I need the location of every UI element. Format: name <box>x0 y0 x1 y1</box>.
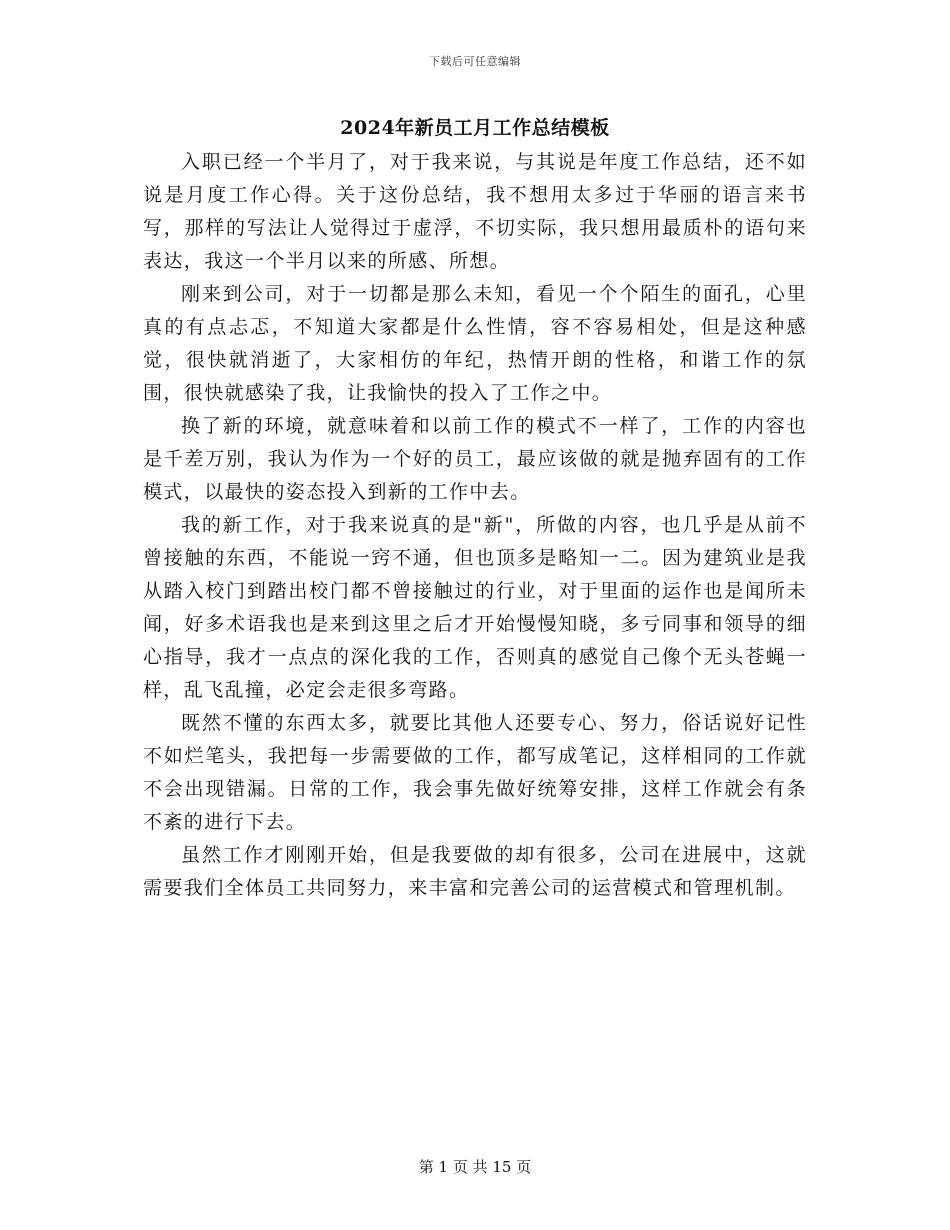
paragraph-6: 虽然工作才刚刚开始，但是我要做的却有很多，公司在进展中，这就需要我们全体员工共同努力，来丰富和完善公司的运营模式和管理机制。 <box>143 844 807 899</box>
paragraph-2: 刚来到公司，对于一切都是那么未知，看见一个个陌生的面孔，心里真的有点忐忑，不知道大家都是什么性情，容不容易相处，但是这种感觉，很快就消逝了，大家相仿的年纪，热情开朗的性格，和谐工作的氛围，很快就感染了我，让我愉快的投入了工作之中。 <box>143 283 807 404</box>
document-body <box>143 146 807 905</box>
paragraph-4: 我的新工作，对于我来说真的是"新"，所做的内容，也几乎是从前不曾接触的东西，不能说一窍不通，但也顶多是略知一二。因为建筑业是我从踏入校门到踏出校门都不曾接触过的行业，对于里面的运作也是闻所未闻，好多术语我也是来到这里之后才开始慢慢知晓，多亏同事和领导的细心指导，我才一点点的深化我的工作，否则真的感觉自己像个无头苍蝇一样，乱飞乱撞，必定会走很多弯路。 <box>143 514 807 701</box>
paragraph-3: 换了新的环境，就意味着和以前工作的模式不一样了，工作的内容也是千差万别，我认为作为一个好的员工，最应该做的就是抛弃固有的工作模式，以最快的姿态投入到新的工作中去。 <box>143 415 807 503</box>
document-title: 2024年新员工月工作总结模板 <box>340 117 610 139</box>
page-number: 第 1 页 共 15 页 <box>418 1158 532 1176</box>
paragraph-1: 入职已经一个半月了，对于我来说，与其说是年度工作总结，还不如说是月度工作心得。关于这份总结，我不想用太多过于华丽的语言来书写，那样的写法让人觉得过于虚浮，不切实际，我只想用最质朴的语句来表达，我这一个半月以来的所感、所想。 <box>143 151 807 272</box>
paragraph-5: 既然不懂的东西太多，就要比其他人还要专心、努力，俗话说好记性不如烂笔头，我把每一步需要做的工作，都写成笔记，这样相同的工作就不会出现错漏。日常的工作，我会事先做好统筹安排，这样工作就会有条不紊的进行下去。 <box>143 712 807 833</box>
header-note: 下载后可任意编辑 <box>429 55 521 68</box>
